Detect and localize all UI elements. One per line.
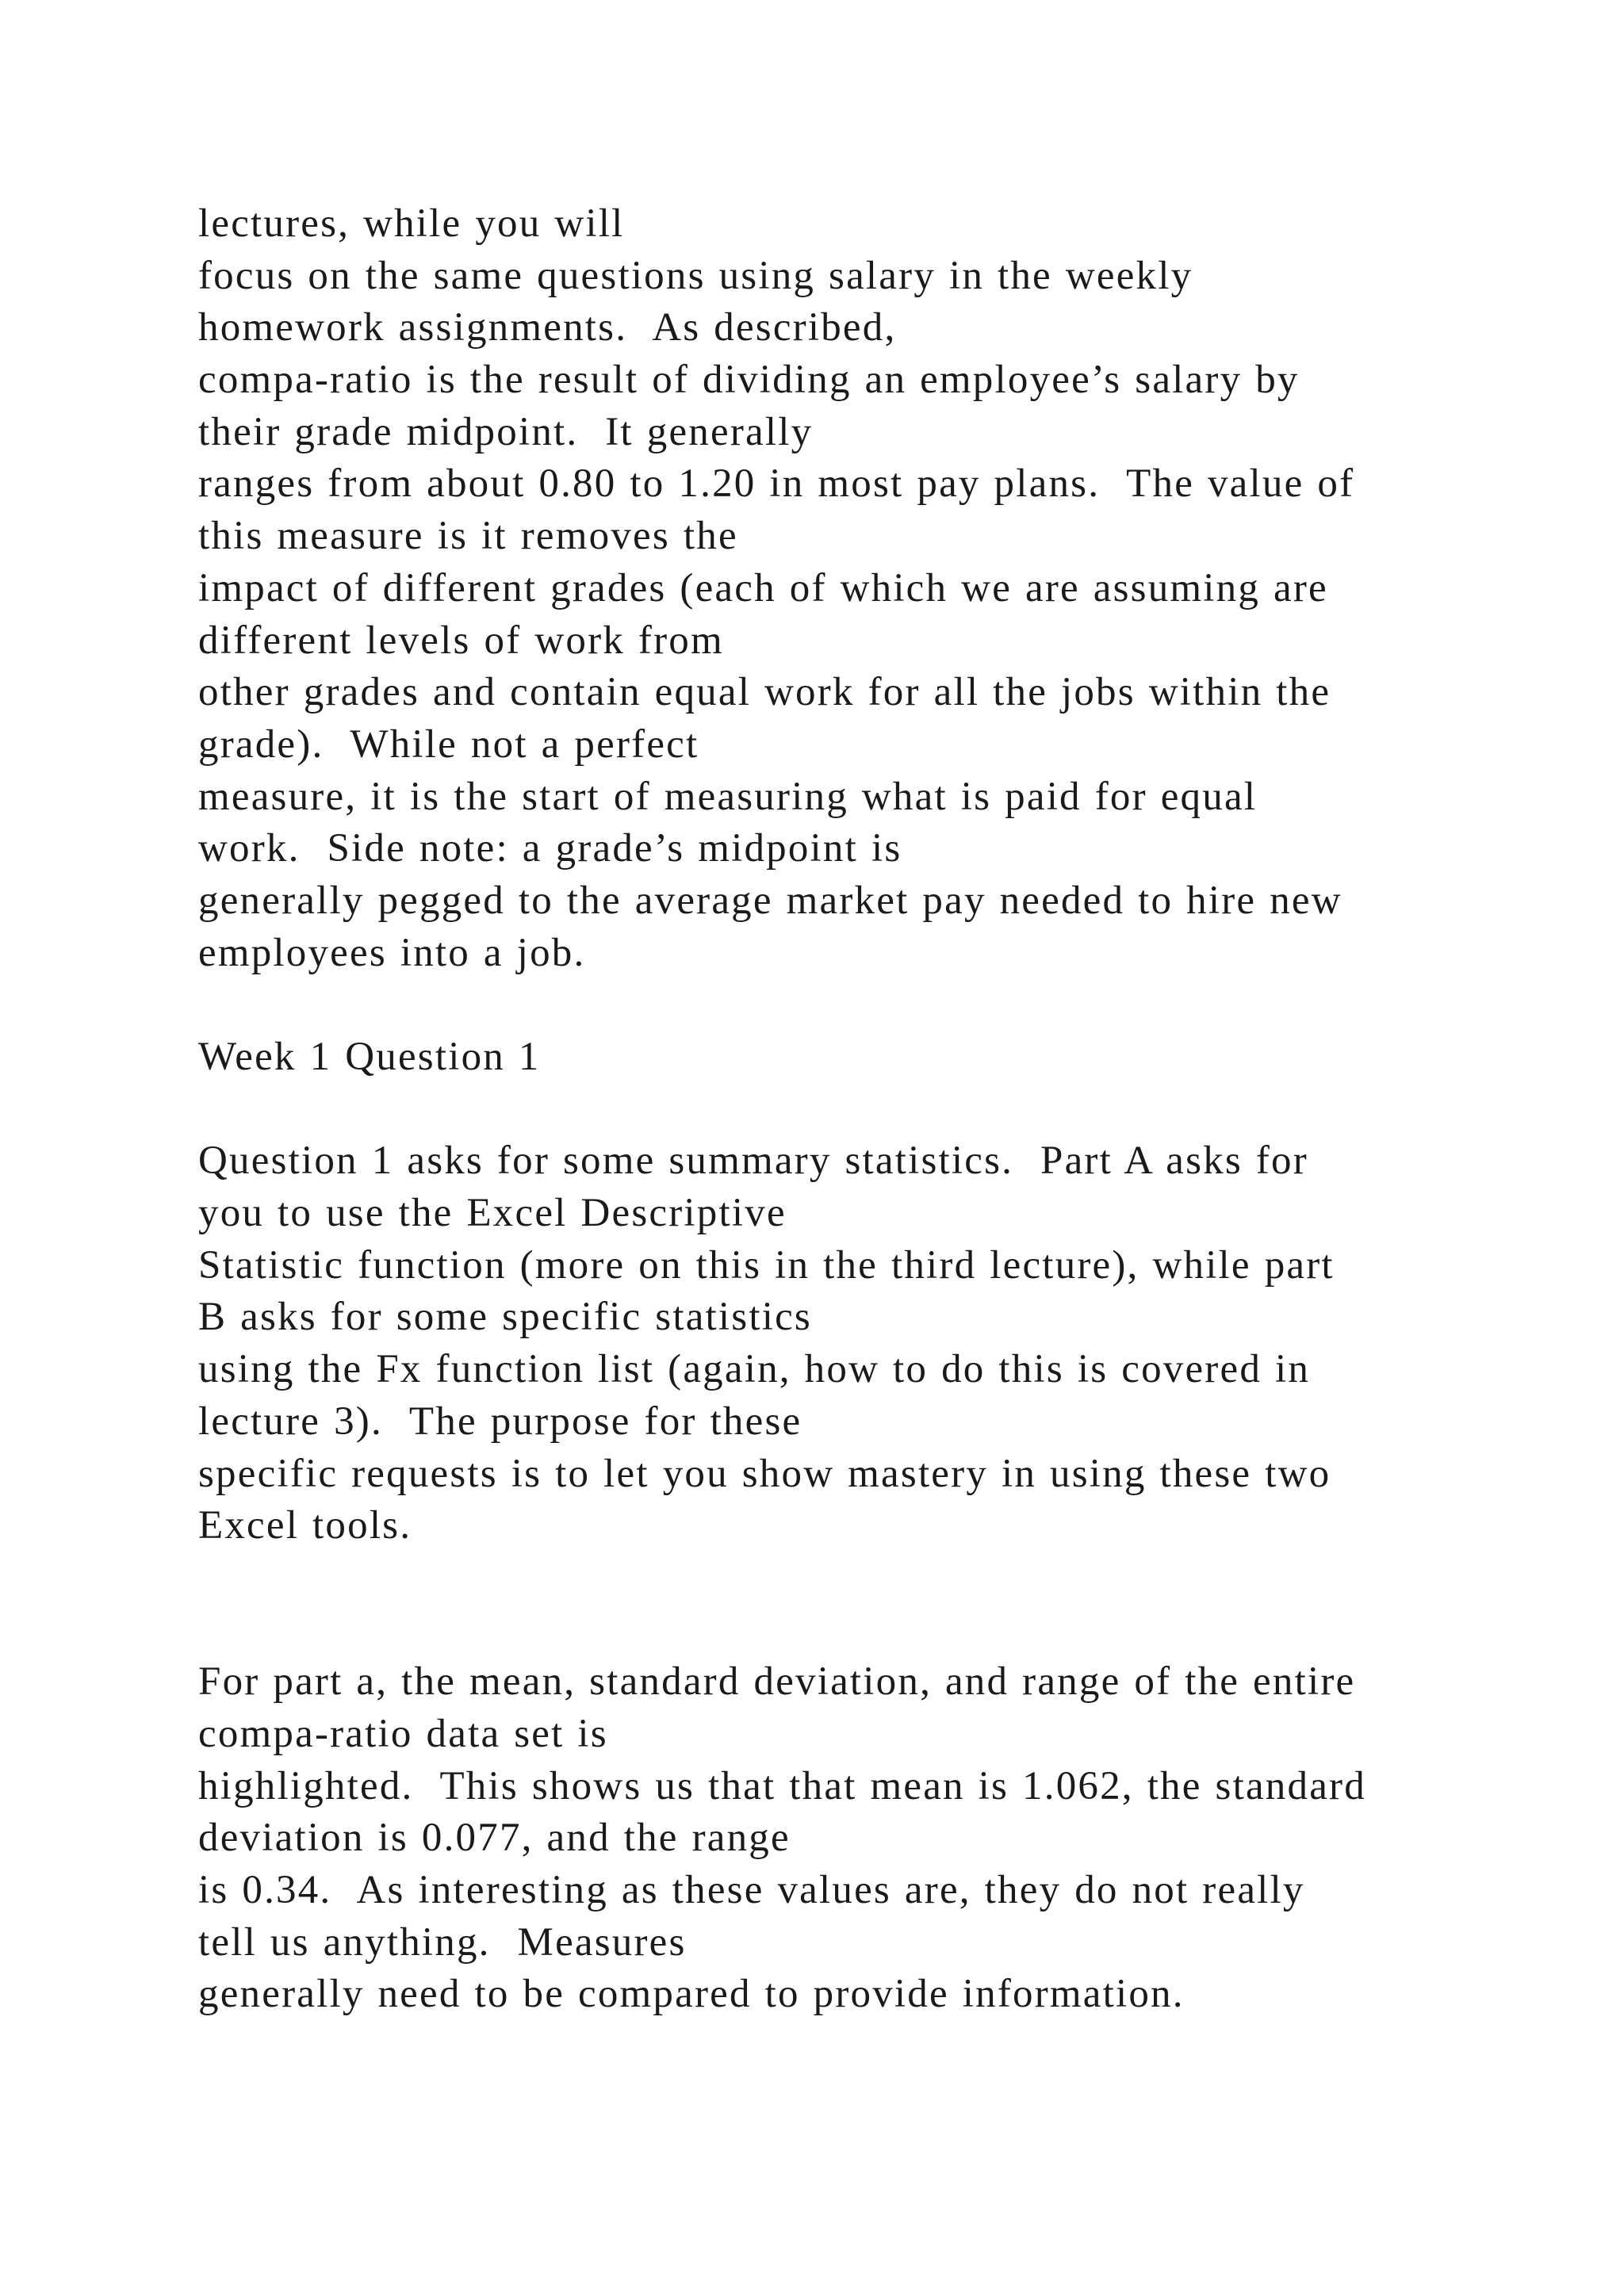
text-line: For part a, the mean, standard deviation, and range of the entire [198, 1659, 1356, 1705]
text-line: generally pegged to the average market pay needed to hire new [198, 878, 1342, 923]
text-line: impact of different grades (each of which we are assuming are [198, 565, 1328, 610]
text-line: tell us anything. Measures [198, 1919, 687, 1965]
text-line: work. Side note: a grade’s midpoint is [198, 826, 902, 871]
text-line: highlighted. This shows us that that mean is 1.062, the standard [198, 1763, 1366, 1808]
text-line: lectures, while you will [198, 201, 625, 246]
text-line: their grade midpoint. It generally [198, 409, 814, 454]
text-line: deviation is 0.077, and the range [198, 1816, 791, 1861]
text-line: B asks for some specific statistics [198, 1295, 812, 1340]
text-line: using the Fx function list (again, how to do this is covered in [198, 1347, 1311, 1392]
text-line: specific requests is to let you show mastery in using these two [198, 1451, 1331, 1496]
text-line: Question 1 asks for some summary statistics. Part A asks for [198, 1138, 1308, 1184]
text-line: grade). While not a perfect [198, 721, 699, 767]
text-line: compa-ratio is the result of dividing an employee’s salary by [198, 358, 1300, 403]
text-line: generally need to be compared to provide information. [198, 1972, 1185, 2017]
text-line: lecture 3). The purpose for these [198, 1399, 802, 1444]
text-line: employees into a job. [198, 930, 586, 975]
text-line: measure, it is the start of measuring what is paid for equal [198, 774, 1258, 819]
section-heading: Week 1 Question 1 [198, 1035, 541, 1079]
text-line: this measure is it removes the [198, 514, 738, 559]
blank-line [198, 1605, 1562, 1657]
text-line: different levels of work from [198, 618, 724, 663]
text-line: Statistic function (more on this in the third lecture), while part [198, 1242, 1335, 1288]
blank-line [198, 1552, 1562, 1605]
blank-line [198, 979, 1562, 1031]
document-body [198, 198, 1562, 2021]
blank-line [198, 1084, 1562, 1136]
text-line: homework assignments. As described, [198, 305, 897, 350]
text-line: Excel tools. [198, 1503, 412, 1548]
text-line: ranges from about 0.80 to 1.20 in most pay plans. The value of [198, 461, 1355, 507]
text-line: you to use the Excel Descriptive [198, 1191, 787, 1236]
text-line: is 0.34. As interesting as these values are, they do not really [198, 1868, 1305, 1912]
text-line: compa-ratio data set is [198, 1711, 608, 1756]
text-line: other grades and contain equal work for all the jobs within the [198, 670, 1331, 715]
text-line: focus on the same questions using salary in the weekly [198, 253, 1193, 298]
